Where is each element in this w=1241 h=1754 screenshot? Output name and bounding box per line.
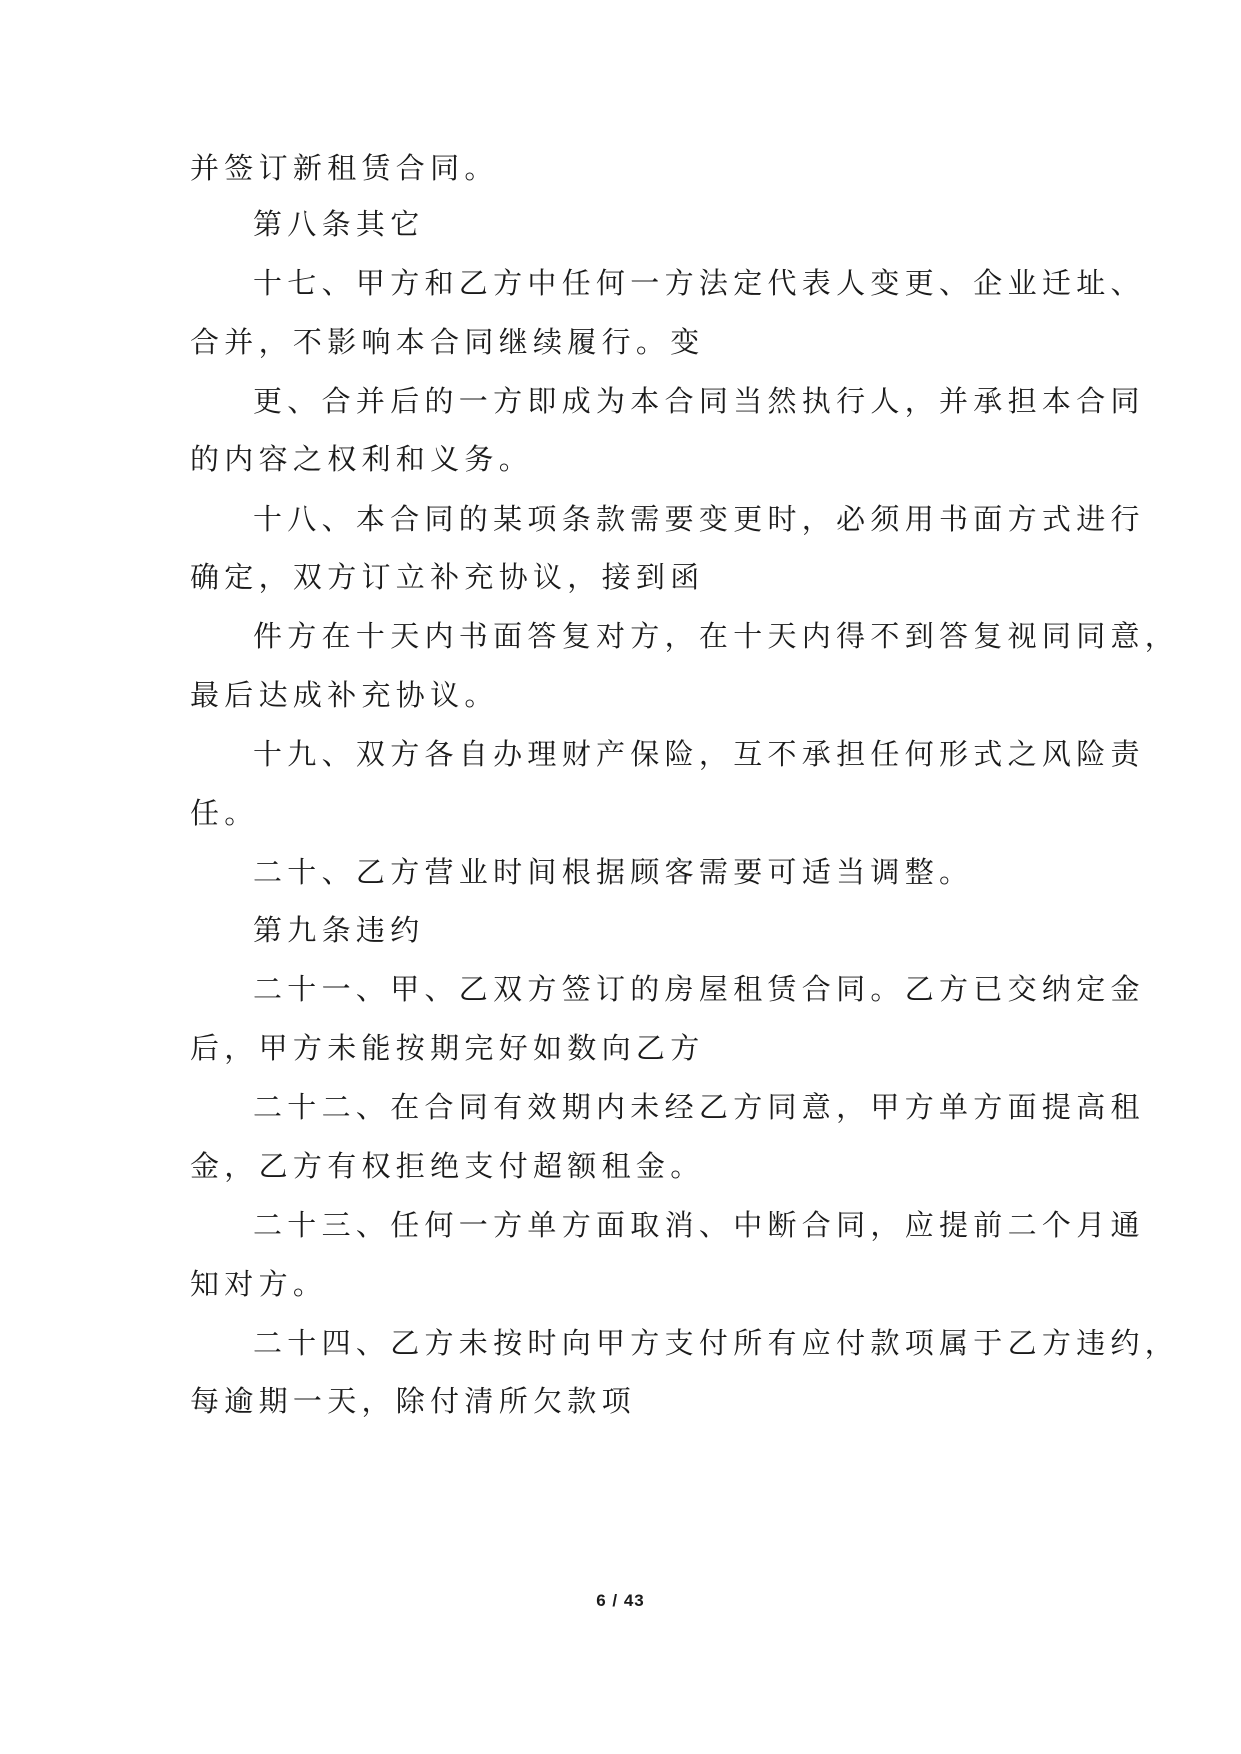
text-line: 金，乙方有权拒绝支付超额租金。	[190, 1149, 705, 1183]
page-number: 6 / 43	[596, 1591, 645, 1610]
text-line: 二十、乙方营业时间根据顾客需要可适当调整。	[253, 855, 974, 889]
section-heading: 第八条其它	[253, 207, 425, 241]
text-line: 二十一、甲、乙双方签订的房屋租赁合同。乙方已交纳定金	[253, 972, 1145, 1006]
text-line: 合并，不影响本合同继续履行。变	[190, 325, 705, 359]
text-line: 确定，双方订立补充协议，接到函	[190, 560, 705, 594]
text-line: 二十二、在合同有效期内未经乙方同意，甲方单方面提高租	[253, 1090, 1145, 1124]
text-line: 二十三、任何一方单方面取消、中断合同，应提前二个月通	[253, 1208, 1145, 1242]
text-line: 任。	[190, 796, 259, 830]
text-line: 并签订新租赁合同。	[190, 151, 499, 185]
text-line: 十八、本合同的某项条款需要变更时，必须用书面方式进行	[253, 502, 1145, 536]
text-line: 的内容之权利和义务。	[190, 442, 534, 476]
text-line: 每逾期一天，除付清所欠款项	[190, 1384, 636, 1418]
text-line: 十七、甲方和乙方中任何一方法定代表人变更、企业迁址、	[253, 266, 1145, 300]
section-heading: 第九条违约	[253, 913, 425, 947]
text-line: 更、合并后的一方即成为本合同当然执行人，并承担本合同	[253, 384, 1145, 418]
text-line: 十九、双方各自办理财产保险，互不承担任何形式之风险责	[253, 737, 1145, 771]
text-line: 件方在十天内书面答复对方，在十天内得不到答复视同同意，	[253, 619, 1180, 653]
text-line: 二十四、乙方未按时向甲方支付所有应付款项属于乙方违约，	[253, 1326, 1180, 1360]
text-line: 后，甲方未能按期完好如数向乙方	[190, 1031, 705, 1065]
text-line: 最后达成补充协议。	[190, 678, 499, 712]
text-line: 知对方。	[190, 1267, 328, 1301]
